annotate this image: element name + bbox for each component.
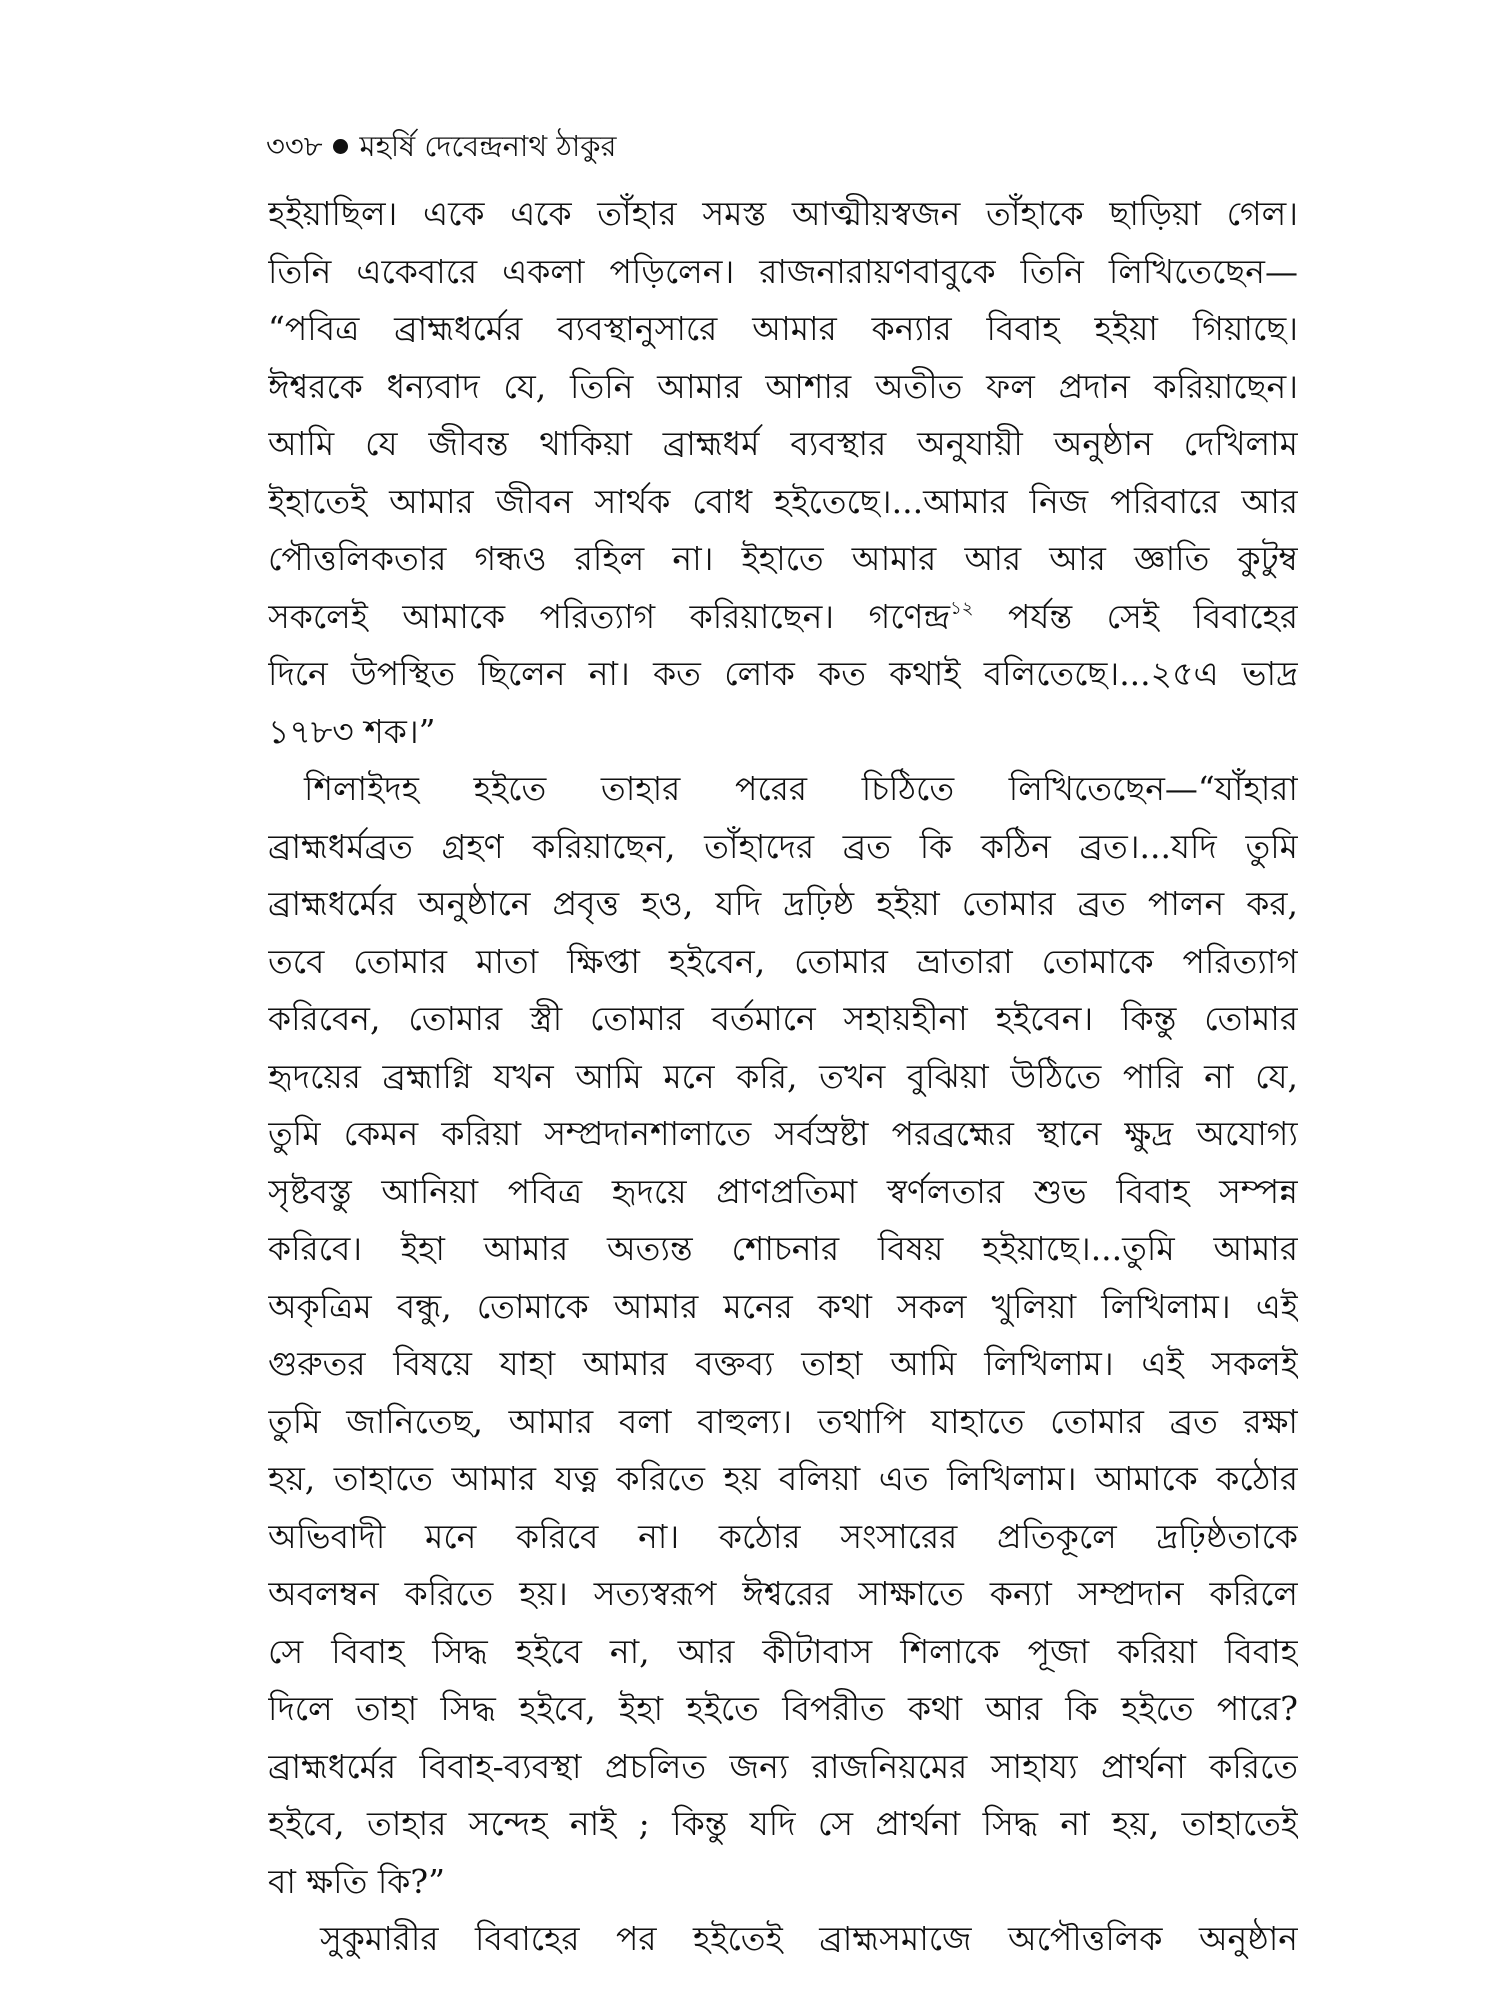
- text-line: অবলম্বন করিতে হয়। সত্যস্বরূপ ঈশ্বরের সাক্ষাতে কন্যা সম্প্রদান করিলে: [268, 1574, 1298, 1613]
- text-line: হইয়াছিল। একে একে তাঁহার সমস্ত আত্মীয়স্বজন তাঁহাকে ছাড়িয়া গেল।: [268, 194, 1298, 233]
- body-text: [268, 185, 1298, 1968]
- text-line: অকৃত্রিম বন্ধু, তোমাকে আমার মনের কথা সকল খুলিয়া লিখিলাম। এই: [268, 1286, 1298, 1326]
- text-line: গুরুতর বিষয়ে যাহা আমার বক্তব্য তাহা আমি লিখিলাম। এই সকলই: [268, 1344, 1298, 1383]
- text-line: করিবে। ইহা আমার অত্যন্ত শোচনার বিষয় হইয়াছে।...তুমি আমার: [268, 1229, 1298, 1268]
- text-line: আমি যে জীবন্ত থাকিয়া ব্রাহ্মধর্ম ব্যবস্থার অনুযায়ী অনুষ্ঠান দেখিলাম: [268, 424, 1298, 463]
- bullet-separator: [333, 139, 348, 154]
- text-line: শিলাইদহ হইতে তাহার পরের চিঠিতে লিখিতেছেন—“যাঁহারা: [304, 769, 1298, 808]
- text-line: হয়, তাহাতে আমার যত্ন করিতে হয় বলিয়া এত লিখিলাম। আমাকে কঠোর: [268, 1459, 1298, 1498]
- text-line: ব্রাহ্মধর্মের বিবাহ-ব্যবস্থা প্রচলিত জন্য রাজনিয়মের সাহায্য প্রার্থনা করিতে: [268, 1746, 1298, 1786]
- text-segment: পর্যন্ত সেই বিবাহের: [973, 596, 1298, 636]
- text-line: [268, 588, 1298, 646]
- text-line: সে বিবাহ সিদ্ধ হইবে না, আর কীটাবাস শিলাকে পূজা করিয়া বিবাহ: [268, 1631, 1298, 1671]
- text-line: “পবিত্র ব্রাহ্মধর্মের ব্যবস্থানুসারে আমার কন্যার বিবাহ হইয়া গিয়াছে।: [268, 309, 1298, 348]
- paragraph-2: [268, 760, 1298, 1910]
- text-line: সৃষ্টবস্তু আনিয়া পবিত্র হৃদয়ে প্রাণপ্রতিমা স্বর্ণলতার শুভ বিবাহ সম্পন্ন: [268, 1171, 1298, 1211]
- text-segment: সকলেই আমাকে পরিত্যাগ করিয়াছেন। গণেন্দ্র: [268, 596, 951, 636]
- text-line: তুমি জানিতেছ, আমার বলা বাহুল্য। তথাপি যাহাতে তোমার ব্রত রক্ষা: [268, 1401, 1298, 1441]
- page-number: ৩৩৮: [266, 129, 323, 163]
- text-line: ঈশ্বরকে ধন্যবাদ যে, তিনি আমার আশার অতীত ফল প্রদান করিয়াছেন।: [268, 366, 1298, 406]
- running-header: [266, 124, 617, 168]
- text-line: ব্রাহ্মধর্মব্রত গ্রহণ করিয়াছেন, তাঁহাদের ব্রত কি কঠিন ব্রত।...যদি তুমি: [268, 826, 1298, 866]
- text-line: করিবেন, তোমার স্ত্রী তোমার বর্তমানে সহায়হীনা হইবেন। কিন্তু তোমার: [268, 999, 1298, 1038]
- text-line: বা ক্ষতি কি?”: [268, 1861, 445, 1901]
- paragraph-3: [268, 1910, 1298, 1968]
- text-line: দিলে তাহা সিদ্ধ হইবে, ইহা হইতে বিপরীত কথা আর কি হইতে পারে?: [268, 1689, 1298, 1728]
- text-line: ইহাতেই আমার জীবন সার্থক বোধ হইতেছে।...আমার নিজ পরিবারে আর: [268, 481, 1298, 521]
- footnote-reference: ১২: [950, 597, 974, 619]
- paragraph-1: [268, 185, 1298, 760]
- running-title: মহর্ষি দেবেন্দ্রনাথ ঠাকুর: [359, 129, 617, 163]
- text-line: অভিবাদী মনে করিবে না। কঠোর সংসারের প্রতিকূলে দ্রঢ়িষ্ঠতাকে: [268, 1516, 1298, 1556]
- text-line: তবে তোমার মাতা ক্ষিপ্তা হইবেন, তোমার ভ্রাতারা তোমাকে পরিত্যাগ: [268, 941, 1298, 981]
- text-line: পৌত্তলিকতার গন্ধও রহিল না। ইহাতে আমার আর আর জ্ঞাতি কুটুম্ব: [268, 539, 1298, 578]
- text-line: সুকুমারীর বিবাহের পর হইতেই ব্রাহ্মসমাজে অপৌত্তলিক অনুষ্ঠান: [320, 1919, 1298, 1958]
- text-line: তুমি কেমন করিয়া সম্প্রদানশালাতে সর্বস্রষ্টা পরব্রহ্মের স্থানে ক্ষুদ্র অযোগ্য: [268, 1114, 1298, 1153]
- text-line: ব্রাহ্মধর্মের অনুষ্ঠানে প্রবৃত্ত হও, যদি দ্রঢ়িষ্ঠ হইয়া তোমার ব্রত পালন কর,: [268, 884, 1298, 923]
- text-line: তিনি একেবারে একলা পড়িলেন। রাজনারায়ণবাবুকে তিনি লিখিতেছেন—: [268, 251, 1298, 291]
- text-line: হৃদয়ের ব্রহ্মাগ্নি যখন আমি মনে করি, তখন বুঝিয়া উঠিতে পারি না যে,: [268, 1056, 1298, 1096]
- text-line: দিনে উপস্থিত ছিলেন না। কত লোক কত কথাই বলিতেছে।...২৫এ ভাদ্র: [268, 654, 1298, 693]
- text-line: হইবে, তাহার সন্দেহ নাই ; কিন্তু যদি সে প্রার্থনা সিদ্ধ না হয়, তাহাতেই: [268, 1804, 1298, 1843]
- text-line: ১৭৮৩ শক।”: [268, 711, 436, 751]
